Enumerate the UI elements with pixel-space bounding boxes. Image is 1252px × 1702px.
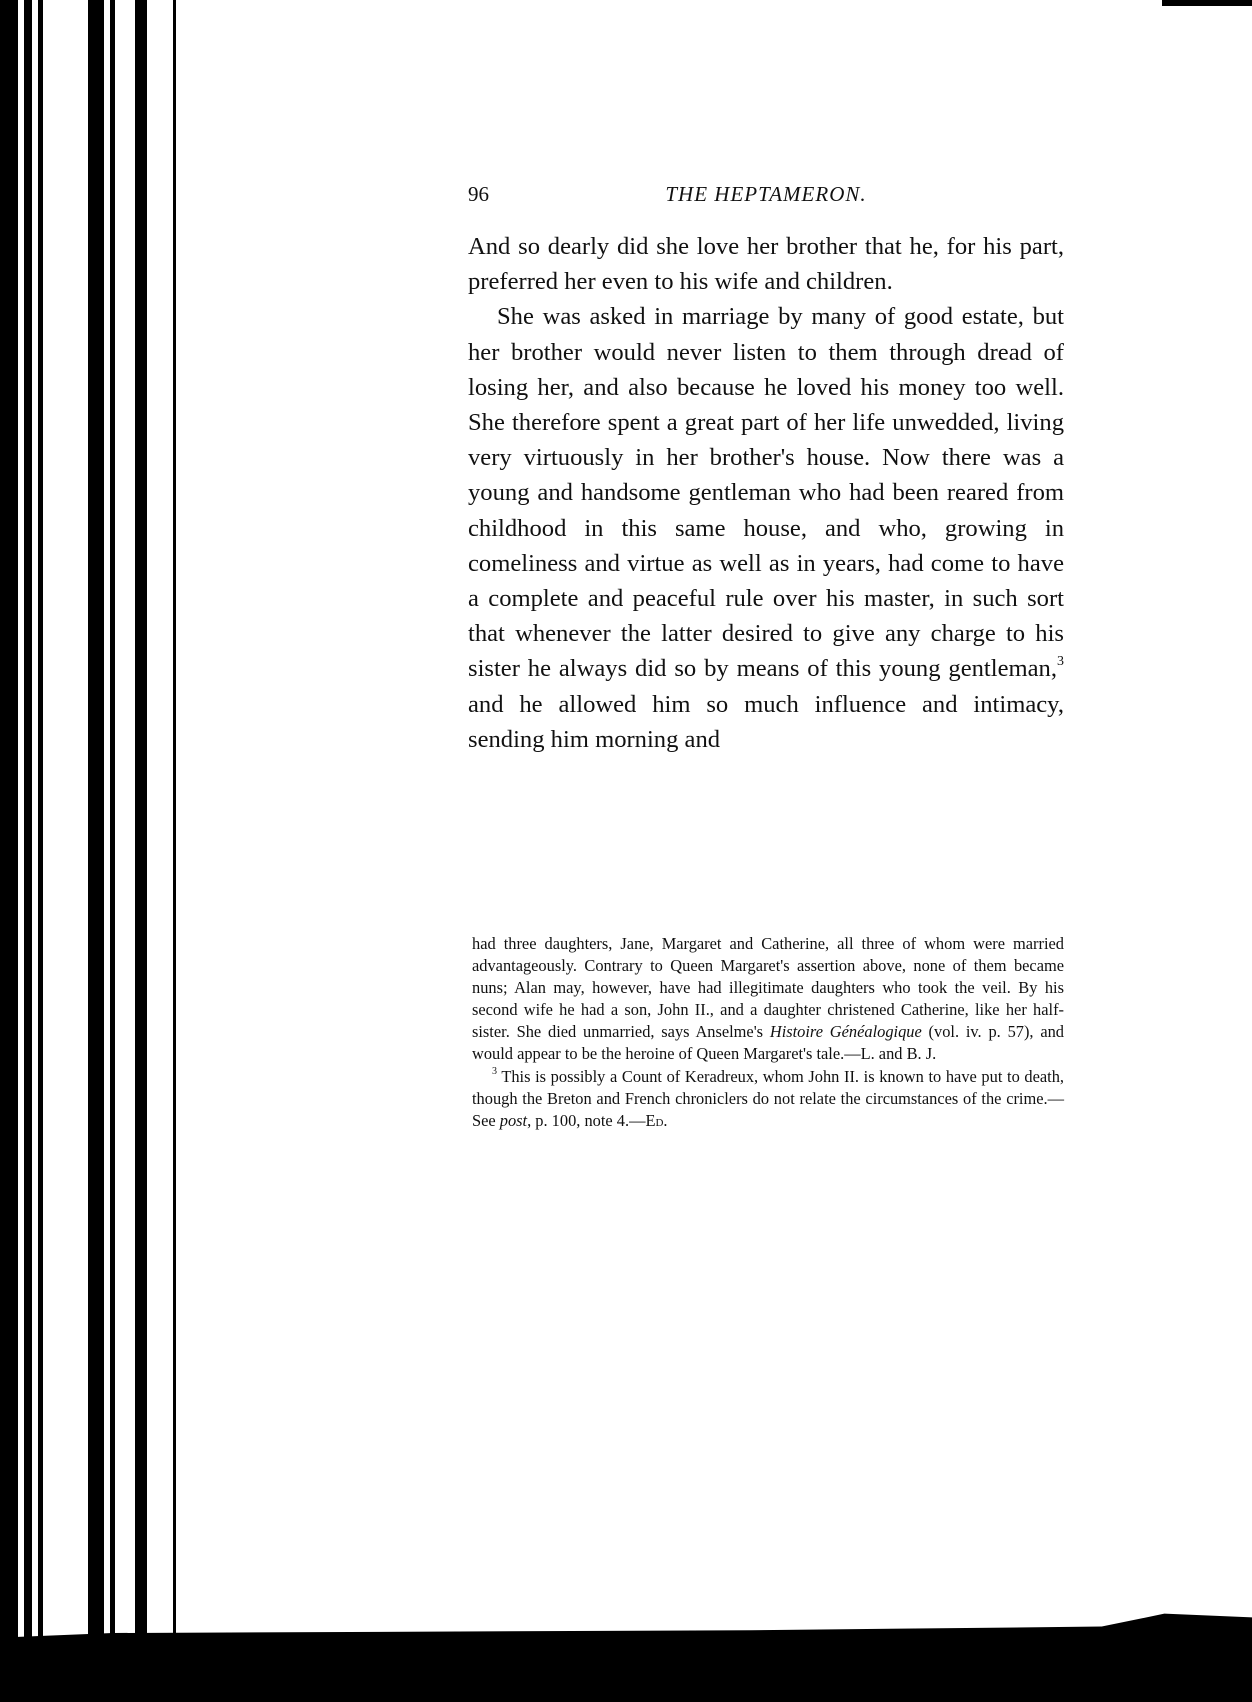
- footnote-continued-text-end: (vol. iv. p. 57), and would appear to be the heroine of Queen Margaret's tale.—L. and B. J.: [472, 1022, 1064, 1064]
- footnote-book-title: Histoire Généalogique: [769, 1022, 922, 1042]
- footnotes: [472, 933, 1064, 1132]
- paragraph-2-text-end: and he allowed him so much influence and intimacy, sending him morning and: [468, 690, 1064, 753]
- book-gutter: [0, 0, 185, 1702]
- footnote-3-text-start: This is possibly a Count of Keradreux, whom John II. is known to have put to death, though the Breton and French chroniclers do not relate the circumstances of the crime.—See: [472, 1066, 1064, 1130]
- footnote-3-editor: Ed.: [645, 1110, 668, 1130]
- gutter-shadow-bar: [0, 0, 18, 1650]
- footnote-3-number: 3: [492, 1066, 497, 1078]
- gutter-shadow-bar: [173, 0, 176, 1650]
- paragraph-2: [468, 299, 1064, 757]
- gutter-shadow-bar: [24, 0, 32, 1650]
- footnote-reference: 3: [1057, 654, 1064, 670]
- running-title: THE HEPTAMERON.: [665, 182, 867, 206]
- paragraph-1: [468, 229, 1064, 299]
- gutter-shadow-bar: [110, 0, 115, 1650]
- page-number: 96: [468, 182, 489, 206]
- footnote-3: [472, 1066, 1064, 1132]
- gutter-shadow-bar: [88, 0, 104, 1650]
- page-header: [468, 182, 1064, 212]
- paragraph-1-text: And so dearly did she love her brother that he, for his part, preferred her even to his wife and children.: [468, 233, 1064, 296]
- footnote-continued-text-start: had three daughters, Jane, Margaret and Catherine, all three of whom were married advantageously. Contrary to Queen Margaret's assertion above, none of them became nuns; Alan may, however, have had illegitimate daughters who took the veil. By his second wife he had a son, John II., and a daughter christened Catherine, like her half-sister. She died unmarried, says Anselme's: [472, 934, 1064, 1042]
- scan-corner-mark: [1162, 0, 1252, 6]
- scan-bottom-shadow: [0, 1610, 1252, 1702]
- paragraph-2-text-start: She was asked in marriage by many of good estate, but her brother would never listen to them through dread of losing her, and also because he loved his money too well. She therefore spent a great part of her life unwedded, living very virtuously in her brother's house. Now there was a young and handsome gentleman who had been reared from childhood in this same house, and who, growing in comeliness and virtue as well as in years, had come to have a complete and peaceful rule over his master, in such sort that whenever the latter desired to give any charge to his sister he always did so by means of this young gentleman,: [468, 303, 1064, 683]
- gutter-shadow-bar: [135, 0, 147, 1650]
- gutter-shadow-bar: [38, 0, 43, 1650]
- footnote-3-text-end: , p. 100, note 4.—: [527, 1110, 646, 1130]
- footnote-continued: [472, 933, 1064, 1066]
- footnote-3-italic: post: [499, 1110, 528, 1130]
- main-text: [468, 229, 1064, 757]
